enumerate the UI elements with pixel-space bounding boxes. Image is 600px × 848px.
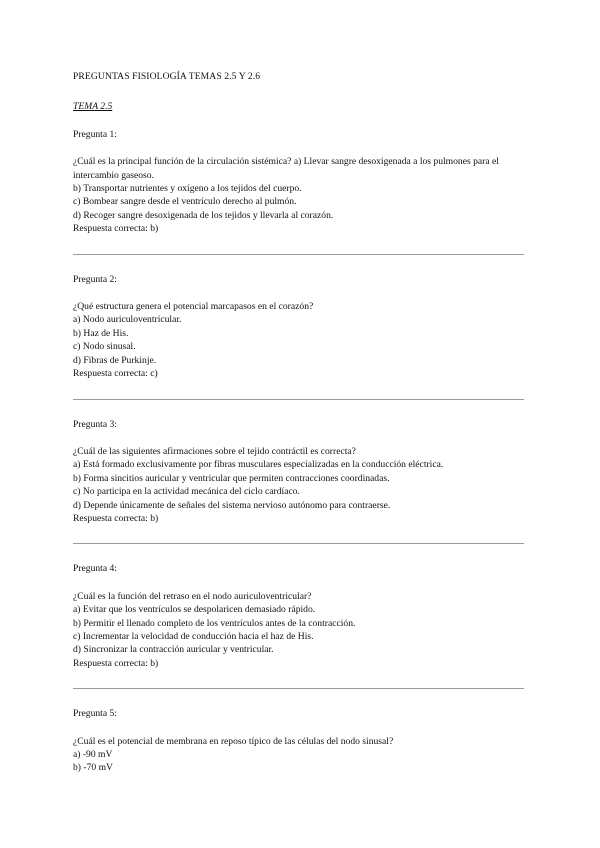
question-text: ¿Cuál de las siguientes afirmaciones sobre el tejido contráctil es correcta? xyxy=(73,445,356,457)
question-text: ¿Qué estructura genera el potencial marcapasos en el corazón? xyxy=(73,301,314,313)
option-c: c) Incrementar la velocidad de conducción hacia el haz de His. xyxy=(73,630,314,642)
correct-answer: Respuesta correcta: c) xyxy=(73,368,158,380)
option-c: c) No participa en la actividad mecánica del ciclo cardíaco. xyxy=(73,486,300,498)
question-3 xyxy=(73,418,525,526)
option-a: a) -90 mV xyxy=(73,749,113,760)
section-title: TEMA 2.5 xyxy=(73,101,113,113)
correct-answer: Respuesta correcta: b) xyxy=(73,223,159,235)
option-d: d) Sincronizar la contracción auricular y ventricular. xyxy=(73,644,274,656)
document-title: PREGUNTAS FISIOLOGÍA TEMAS 2.5 Y 2.6 xyxy=(73,71,261,82)
question-text: ¿Cuál es el potencial de membrana en reposo típico de las células del nodo sinusal? xyxy=(73,735,394,747)
option-d: d) Recoger sangre desoxigenada de los tejidos y llevarla al corazón. xyxy=(73,209,334,221)
divider xyxy=(73,254,524,255)
question-1 xyxy=(73,128,525,236)
question-text: ¿Cuál es la función del retraso en el nodo auriculoventricular? xyxy=(73,590,312,602)
option-b: b) Transportar nutrientes y oxígeno a los tejidos del cuerpo. xyxy=(73,183,302,195)
question-label: Pregunta 4: xyxy=(73,563,117,575)
option-b: b) Permitir el llenado completo de los ventrículos antes de la contracción. xyxy=(73,617,356,629)
question-text: ¿Cuál es la principal función de la circulación sistémica? a) Llevar sangre desoxigenada a los pulmones para el intercambio gaseoso. xyxy=(73,156,499,181)
question-2 xyxy=(73,273,525,381)
question-label: Pregunta 3: xyxy=(73,418,117,430)
option-c: c) Nodo sinusal. xyxy=(73,341,136,353)
correct-answer: Respuesta correcta: b) xyxy=(73,512,159,524)
option-b: b) Haz de His. xyxy=(73,327,129,339)
option-c: c) Bombear sangre desde el ventrículo derecho al pulmón. xyxy=(73,196,297,208)
divider xyxy=(73,688,524,689)
option-d: d) Fibras de Purkinje. xyxy=(73,354,157,366)
option-d: d) Depende únicamente de señales del sistema nervioso autónomo para contraerse. xyxy=(73,499,391,511)
correct-answer: Respuesta correcta: b) xyxy=(73,657,159,669)
question-label: Pregunta 5: xyxy=(73,708,117,720)
option-a: a) Evitar que los ventrículos se despolaricen demasiado rápido. xyxy=(73,604,316,616)
divider xyxy=(73,399,524,400)
question-label: Pregunta 1: xyxy=(73,128,117,140)
divider xyxy=(73,543,524,544)
option-b: b) Forma sincitios auricular y ventricular que permiten contracciones coordinadas. xyxy=(73,472,390,484)
question-5 xyxy=(73,707,525,775)
option-b: b) -70 mV xyxy=(73,762,113,774)
question-4 xyxy=(73,562,525,670)
option-a: a) Nodo auriculoventricular. xyxy=(73,314,182,326)
document-page xyxy=(73,70,525,775)
question-label: Pregunta 2: xyxy=(73,273,117,285)
option-a: a) Está formado exclusivamente por fibras musculares especializadas en la conducción eléctrica. xyxy=(73,459,444,471)
